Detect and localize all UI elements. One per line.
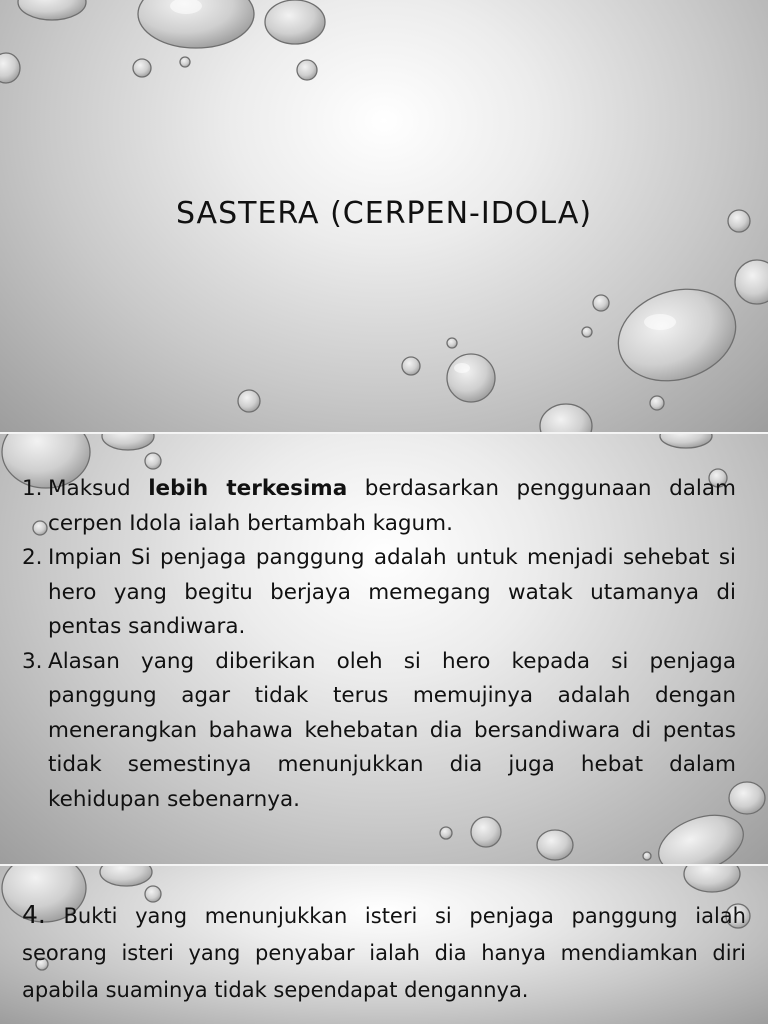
- item-number: 3.: [22, 648, 43, 674]
- list-item: [22, 541, 736, 645]
- item-text: Maksud: [48, 476, 149, 501]
- item-number: 2.: [22, 545, 43, 570]
- item-text: Bukti yang menunjukkan isteri si penjaga panggung ialah seorang isteri yang penyabar ialah dia hanya mendiamkan diri apabila suaminya tidak sependapat dengannya.: [22, 904, 746, 1002]
- item-number: 1.: [22, 476, 43, 501]
- item-text: Alasan yang diberikan oleh si hero kepada si penjaga panggung agar tidak terus memujinya adalah dengan menerangkan bahawa kehebatan dia bersandiwara di pentas tidak semestinya menunjukkan dia juga hebat dalam kehidupan sebenarnya.: [48, 648, 736, 812]
- item-number: 4.: [22, 900, 46, 929]
- title-slide: [0, 0, 768, 432]
- item-text: berdasarkan penggunaan dalam cerpen Idola ialah bertambah kagum.: [48, 476, 736, 536]
- slide-title: SASTERA (CERPEN-IDOLA): [175, 196, 593, 231]
- answer-paragraph: [22, 896, 746, 1009]
- list-item: [22, 645, 736, 818]
- answer-list: [22, 472, 736, 817]
- bold-phrase: lebih terkesima: [148, 476, 348, 501]
- list-item: [22, 472, 736, 541]
- item-text: Impian Si penjaga panggung adalah untuk menjadi sehebat si hero yang begitu berjaya memegang watak utamanya di pentas sandiwara.: [48, 545, 736, 639]
